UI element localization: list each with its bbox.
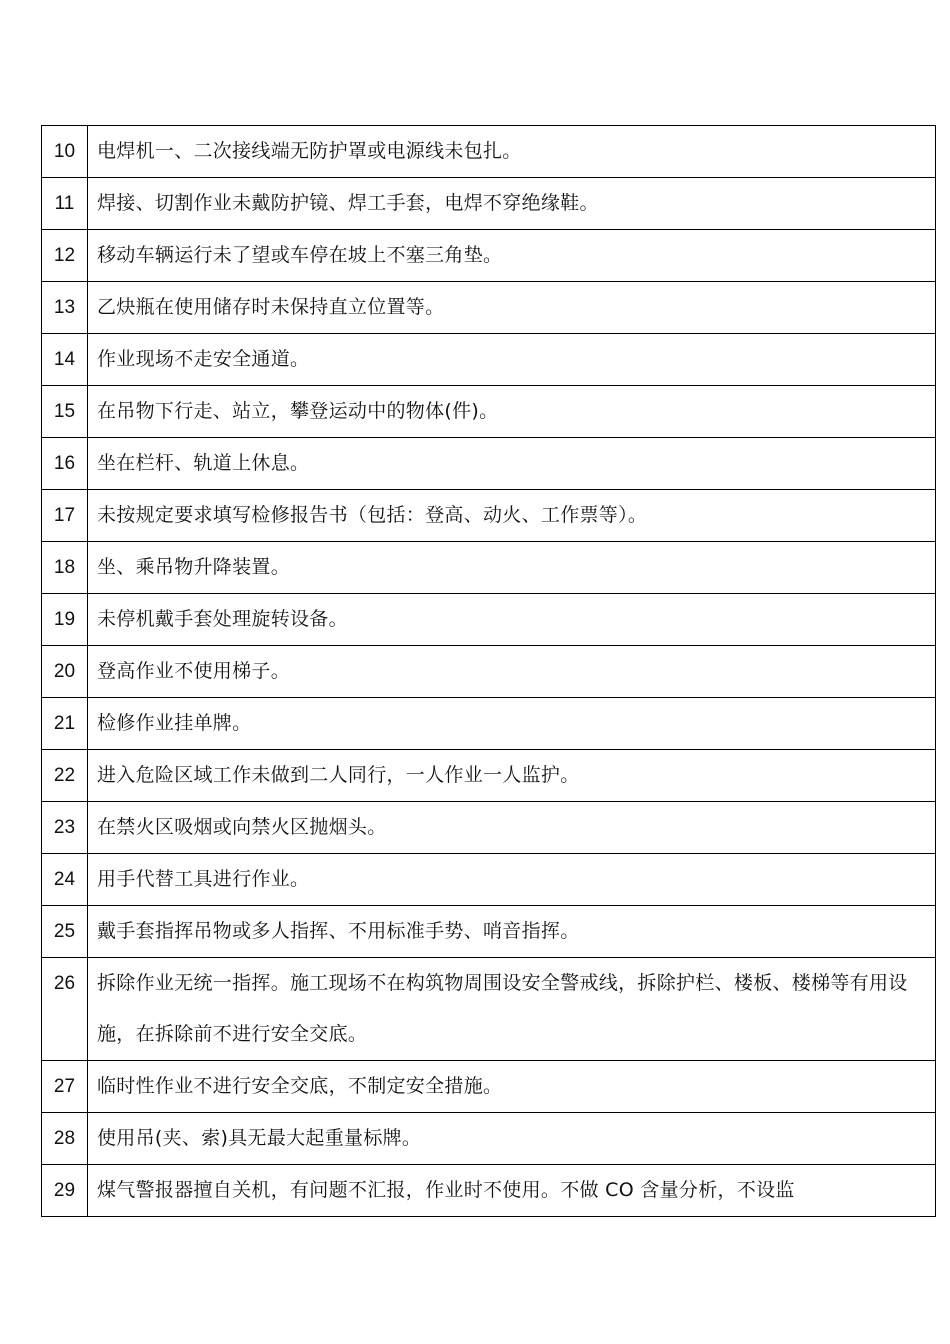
rules-table-body (42, 126, 936, 1217)
table-row (42, 906, 936, 958)
table-row (42, 698, 936, 750)
row-number: 12 (42, 230, 88, 282)
table-row (42, 1113, 936, 1165)
row-text: 使用吊(夹、索)具无最大起重量标牌。 (88, 1113, 936, 1165)
row-number: 11 (42, 178, 88, 230)
row-text: 拆除作业无统一指挥。施工现场不在构筑物周围设安全警戒线，拆除护栏、楼板、楼梯等有用设施，在拆除前不进行安全交底。 (88, 958, 936, 1061)
row-number: 24 (42, 854, 88, 906)
row-number: 14 (42, 334, 88, 386)
table-row (42, 542, 936, 594)
row-number: 17 (42, 490, 88, 542)
table-row (42, 126, 936, 178)
row-text: 戴手套指挥吊物或多人指挥、不用标准手势、哨音指挥。 (88, 906, 936, 958)
row-text: 移动车辆运行未了望或车停在坡上不塞三角垫。 (88, 230, 936, 282)
row-text: 在禁火区吸烟或向禁火区抛烟头。 (88, 802, 936, 854)
row-number: 13 (42, 282, 88, 334)
table-row (42, 282, 936, 334)
table-row (42, 386, 936, 438)
row-number: 26 (42, 958, 88, 1061)
row-number: 16 (42, 438, 88, 490)
row-text: 焊接、切割作业未戴防护镜、焊工手套，电焊不穿绝缘鞋。 (88, 178, 936, 230)
row-number: 21 (42, 698, 88, 750)
table-row (42, 178, 936, 230)
table-row (42, 646, 936, 698)
row-text: 未按规定要求填写检修报告书（包括：登高、动火、工作票等）。 (88, 490, 936, 542)
row-text: 未停机戴手套处理旋转设备。 (88, 594, 936, 646)
table-row (42, 1165, 936, 1217)
row-text: 电焊机一、二次接线端无防护罩或电源线未包扎。 (88, 126, 936, 178)
row-number: 29 (42, 1165, 88, 1217)
row-number: 10 (42, 126, 88, 178)
table-row (42, 490, 936, 542)
row-text: 用手代替工具进行作业。 (88, 854, 936, 906)
table-row (42, 230, 936, 282)
row-text: 乙炔瓶在使用储存时未保持直立位置等。 (88, 282, 936, 334)
row-number: 20 (42, 646, 88, 698)
row-text: 作业现场不走安全通道。 (88, 334, 936, 386)
row-text: 在吊物下行走、站立，攀登运动中的物体(件)。 (88, 386, 936, 438)
row-number: 23 (42, 802, 88, 854)
row-text: 煤气警报器擅自关机，有问题不汇报，作业时不使用。不做 CO 含量分析，不设监 (88, 1165, 936, 1217)
row-number: 22 (42, 750, 88, 802)
rules-table (41, 125, 936, 1217)
row-number: 18 (42, 542, 88, 594)
table-row (42, 802, 936, 854)
row-text: 坐在栏杆、轨道上休息。 (88, 438, 936, 490)
table-row (42, 438, 936, 490)
row-number: 25 (42, 906, 88, 958)
row-text: 临时性作业不进行安全交底，不制定安全措施。 (88, 1061, 936, 1113)
row-text: 登高作业不使用梯子。 (88, 646, 936, 698)
row-number: 27 (42, 1061, 88, 1113)
table-row (42, 1061, 936, 1113)
table-row (42, 958, 936, 1061)
table-row (42, 334, 936, 386)
table-row (42, 854, 936, 906)
table-row (42, 594, 936, 646)
row-number: 19 (42, 594, 88, 646)
row-text: 进入危险区域工作未做到二人同行，一人作业一人监护。 (88, 750, 936, 802)
row-number: 28 (42, 1113, 88, 1165)
table-row (42, 750, 936, 802)
row-text: 坐、乘吊物升降装置。 (88, 542, 936, 594)
row-number: 15 (42, 386, 88, 438)
row-text: 检修作业挂单牌。 (88, 698, 936, 750)
